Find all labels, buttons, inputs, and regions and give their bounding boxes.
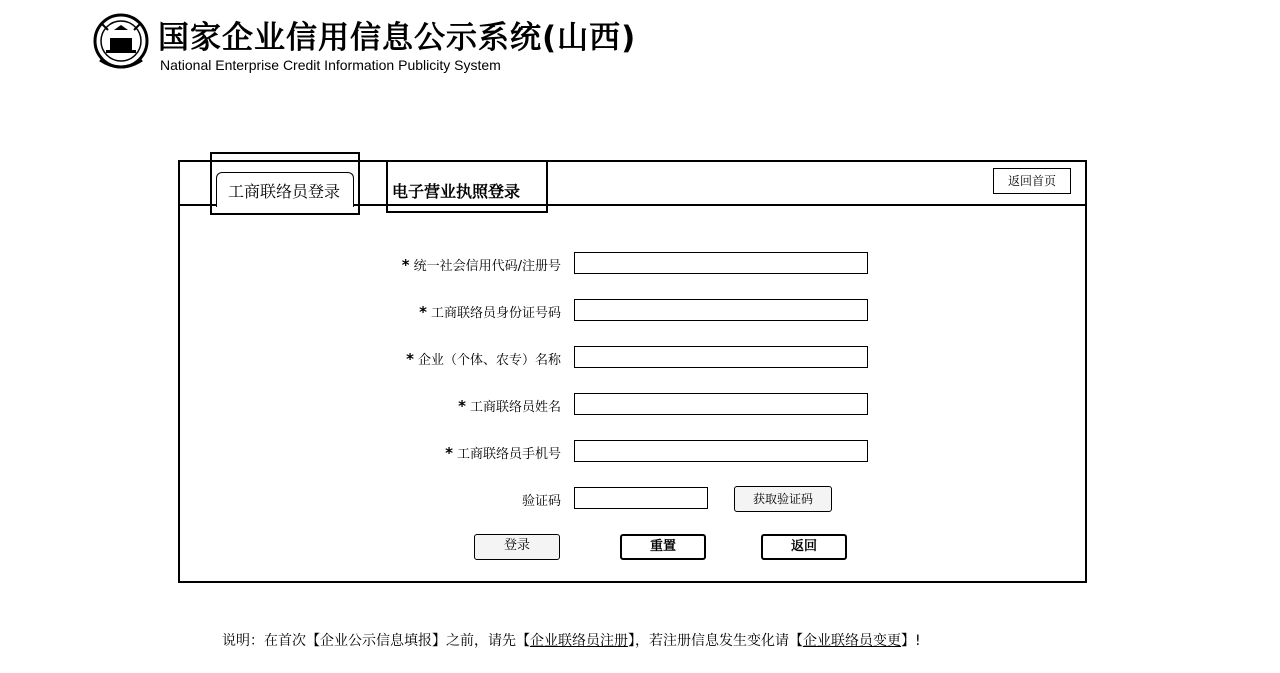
captcha-input[interactable] [574,487,708,509]
form-row-captcha [180,487,1085,511]
liaison-phone-input[interactable] [574,440,868,462]
get-captcha-button[interactable]: 获取验证码 [734,486,832,512]
form-row-liaison-name [180,393,1085,417]
enterprise-name-input[interactable] [574,346,868,368]
login-button[interactable]: 登录 [474,534,560,560]
form-row-enterprise-name [180,346,1085,370]
form-row-liaison-phone [180,440,1085,464]
required-mark: * [419,303,427,321]
liaison-name-input[interactable] [574,393,868,415]
back-button[interactable]: 返回 [761,534,847,560]
liaison-name-label: * 工商联络员姓名 [458,397,561,415]
required-mark: * [458,397,466,415]
site-title-en: National Enterprise Credit Information Publicity System [160,57,501,73]
credit-code-label: * 统一社会信用代码/注册号 [401,256,561,274]
tab-liaison-login[interactable]: 工商联络员登录 [228,182,341,201]
form-row-credit-code [180,252,1085,276]
required-mark: * [401,256,410,274]
required-mark: * [445,444,453,462]
note-middle: 】，若注册信息发生变化请【 [628,633,803,649]
site-title-cn: 国家企业信用信息公示系统(山西) [158,20,637,56]
form-row-id-number [180,299,1085,323]
note-suffix: 】! [901,633,921,649]
id-number-input[interactable] [574,299,868,321]
liaison-phone-label: * 工商联络员手机号 [445,444,561,462]
captcha-label: 验证码 [521,494,561,509]
tab-bar [180,162,1085,206]
tab-e-license-login[interactable]: 电子营业执照登录 [392,182,521,201]
register-liaison-link[interactable]: 企业联络员注册 [530,633,628,649]
return-home-button[interactable]: 返回首页 [993,168,1071,194]
reset-button[interactable]: 重置 [620,534,706,560]
id-number-label: * 工商联络员身份证号码 [419,303,561,321]
national-emblem-icon [92,12,150,72]
enterprise-name-label: * 企业（个体、农专）名称 [406,350,561,368]
note-prefix: 说明：在首次【企业公示信息填报】之前，请先【 [222,633,530,649]
login-panel [178,160,1087,583]
credit-code-input[interactable] [574,252,868,274]
change-liaison-link[interactable]: 企业联络员变更 [803,633,901,649]
instructions-note [222,630,921,650]
form-actions [180,534,1085,560]
required-mark: * [406,350,414,368]
